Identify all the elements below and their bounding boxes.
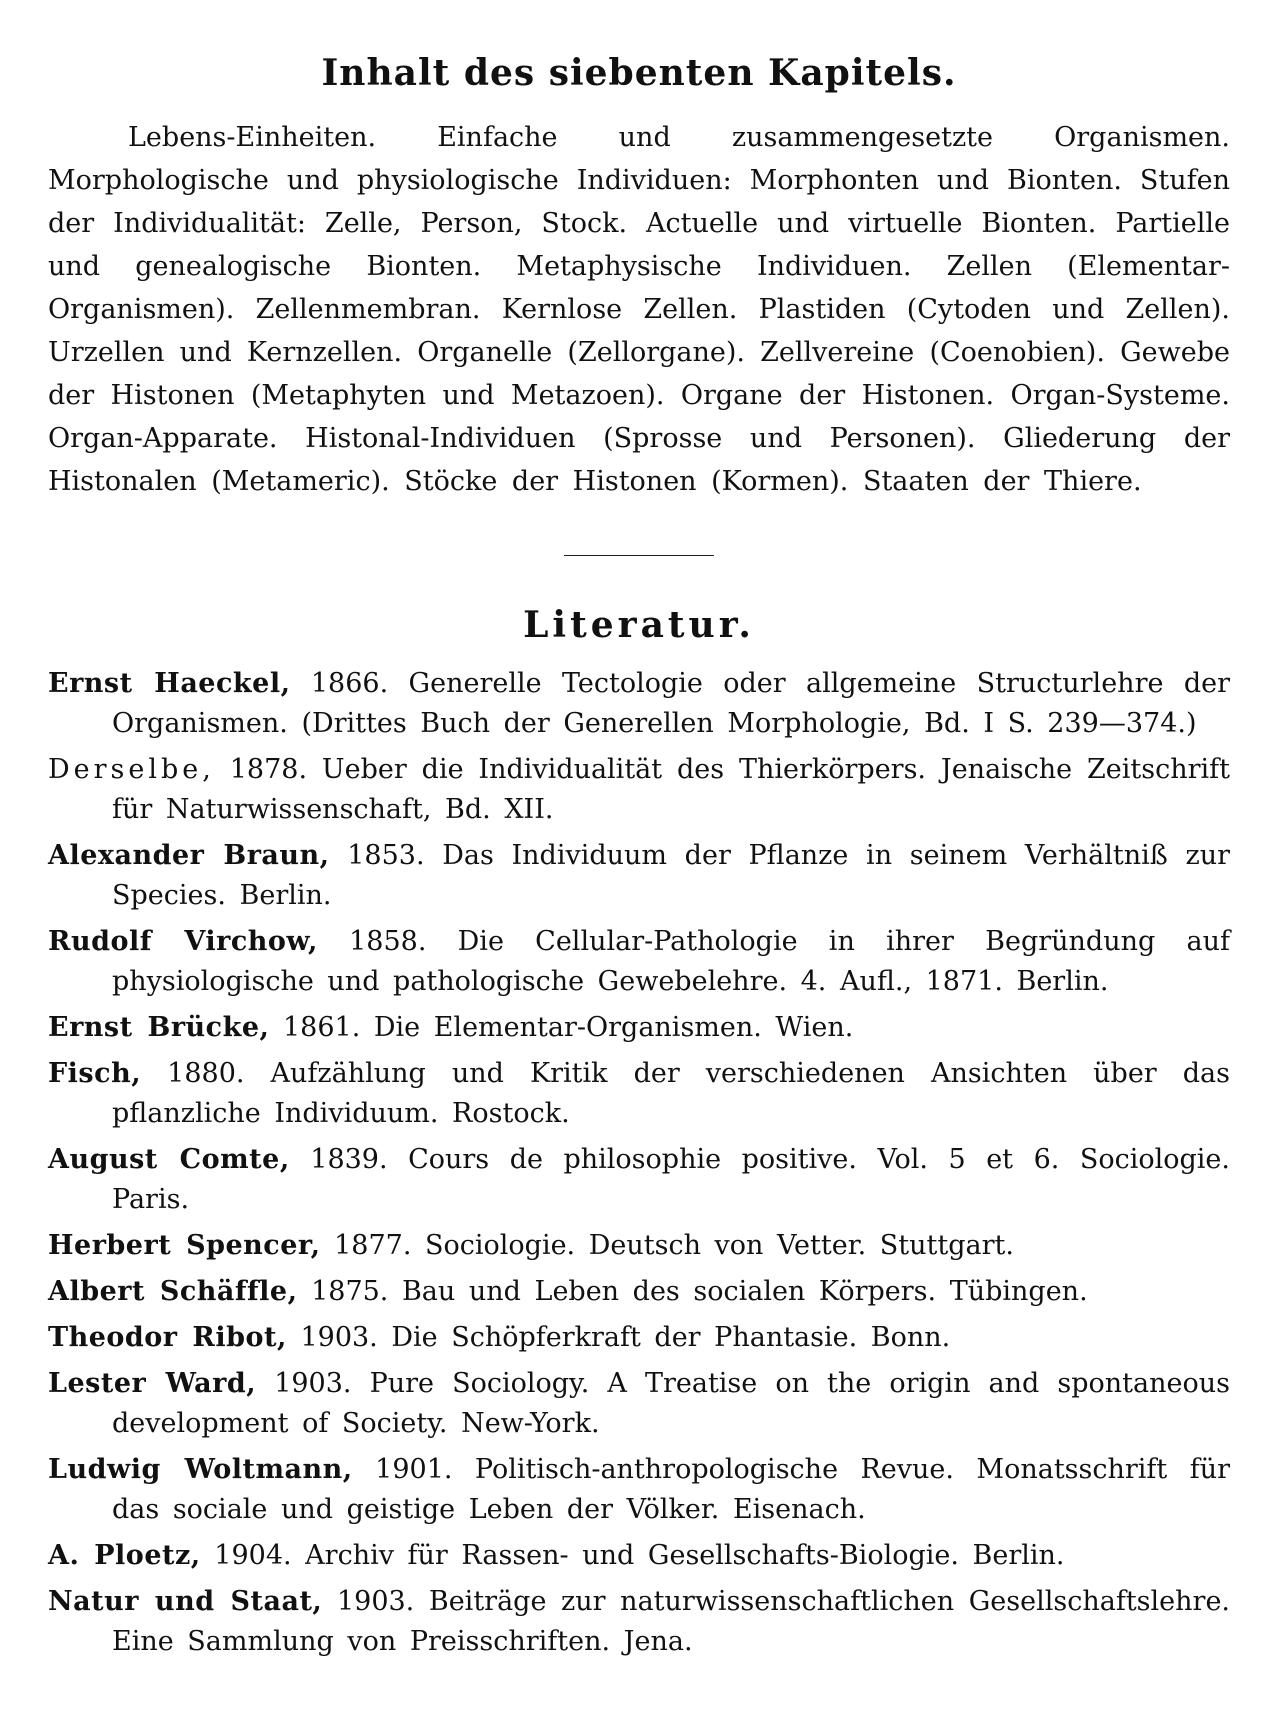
section-divider bbox=[564, 555, 714, 556]
reference-author: Lester Ward, bbox=[48, 1368, 257, 1399]
reference-author: Fisch, bbox=[48, 1058, 142, 1089]
reference-text: 1904. Archiv für Rassen- und Gesellschafts-Biologie. Berlin. bbox=[200, 1540, 1065, 1571]
reference-item bbox=[48, 1364, 1230, 1444]
reference-item bbox=[48, 1582, 1230, 1662]
reference-text: 1875. Bau und Leben des socialen Körpers. Tübingen. bbox=[297, 1276, 1088, 1307]
reference-author: Derselbe, bbox=[48, 754, 215, 785]
literature-title: Literatur. bbox=[523, 604, 755, 646]
chapter-contents-title: Inhalt des siebenten Kapitels. bbox=[321, 52, 957, 94]
reference-author: Alexander Braun, bbox=[48, 840, 330, 871]
reference-item bbox=[48, 1272, 1230, 1312]
reference-author: Theodor Ribot, bbox=[48, 1322, 287, 1353]
reference-text: 1880. Aufzählung und Kritik der verschiedenen Ansichten über das pflanzliche Individuum. Rostock. bbox=[112, 1058, 1230, 1129]
reference-list bbox=[48, 664, 1230, 1662]
reference-text: 1866. Generelle Tectologie oder allgemeine Structurlehre der Organismen. (Drittes Buch der Generellen Morphologie, Bd. I S. 239—374.) bbox=[112, 668, 1230, 739]
reference-item bbox=[48, 1536, 1230, 1576]
reference-item bbox=[48, 1008, 1230, 1048]
reference-author: Ernst Brücke, bbox=[48, 1012, 270, 1043]
reference-item bbox=[48, 1318, 1230, 1358]
reference-text: 1861. Die Elementar-Organismen. Wien. bbox=[269, 1012, 854, 1043]
reference-author: A. Ploetz, bbox=[48, 1540, 201, 1571]
reference-text: 1878. Ueber die Individualität des Thierkörpers. Jenaische Zeitschrift für Naturwissenschaft, Bd. XII. bbox=[112, 754, 1230, 825]
reference-author: Albert Schäffle, bbox=[48, 1276, 298, 1307]
reference-item bbox=[48, 922, 1230, 1002]
reference-text: 1839. Cours de philosophie positive. Vol. 5 et 6. Sociologie. Paris. bbox=[112, 1144, 1230, 1215]
reference-item bbox=[48, 1140, 1230, 1220]
reference-text: 1903. Pure Sociology. A Treatise on the origin and spontaneous development of Society. New-York. bbox=[112, 1368, 1230, 1439]
reference-item bbox=[48, 836, 1230, 916]
reference-author: August Comte, bbox=[48, 1144, 290, 1175]
reference-item bbox=[48, 750, 1230, 830]
reference-text: 1903. Beiträge zur naturwissenschaftlichen Gesellschaftslehre. Eine Sammlung von Preisschriften. Jena. bbox=[112, 1586, 1230, 1657]
reference-text: 1858. Die Cellular-Pathologie in ihrer Begründung auf physiologische und pathologische Gewebelehre. 4. Aufl., 1871. Berlin. bbox=[112, 926, 1230, 997]
reference-author: Ludwig Woltmann, bbox=[48, 1454, 353, 1485]
reference-author: Natur und Staat, bbox=[48, 1586, 323, 1617]
reference-item bbox=[48, 1450, 1230, 1530]
chapter-contents-text: Lebens-Einheiten. Einfache und zusammengesetzte Organismen. Morphologische und physiologische Individuen: Morphonten und Bionten. Stufen der Individualität: Zelle, Person, Stock. Actuelle und virtuelle Bionten. Partielle und genealogische Bionten. Metaphysische Individuen. Zellen (Elementar-Organismen). Zellenmembran. Kernlose Zellen. Plastiden (Cytoden und Zellen). Urzellen und Kernzellen. Organelle (Zellorgane). Zellvereine (Coenobien). Gewebe der Histonen (Metaphyten und Metazoen). Organe der Histonen. Organ-Systeme. Organ-Apparate. Histonal-Individuen (Sprosse und Personen). Gliederung der Histonalen (Metameric). Stöcke der Histonen (Kormen). Staaten der Thiere. bbox=[48, 122, 1230, 497]
reference-item bbox=[48, 664, 1230, 744]
reference-author: Herbert Spencer, bbox=[48, 1230, 321, 1261]
reference-author: Rudolf Virchow, bbox=[48, 926, 318, 957]
reference-text: 1903. Die Schöpferkraft der Phantasie. Bonn. bbox=[286, 1322, 951, 1353]
reference-author: Ernst Haeckel, bbox=[48, 668, 291, 699]
reference-text: 1901. Politisch-anthropologische Revue. Monatsschrift für das sociale und geistige Leben der Völker. Eisenach. bbox=[112, 1454, 1230, 1525]
reference-text: 1853. Das Individuum der Pflanze in seinem Verhältniß zur Species. Berlin. bbox=[112, 840, 1230, 911]
reference-item bbox=[48, 1054, 1230, 1134]
reference-text: 1877. Sociologie. Deutsch von Vetter. Stuttgart. bbox=[320, 1230, 1014, 1261]
reference-item bbox=[48, 1226, 1230, 1266]
